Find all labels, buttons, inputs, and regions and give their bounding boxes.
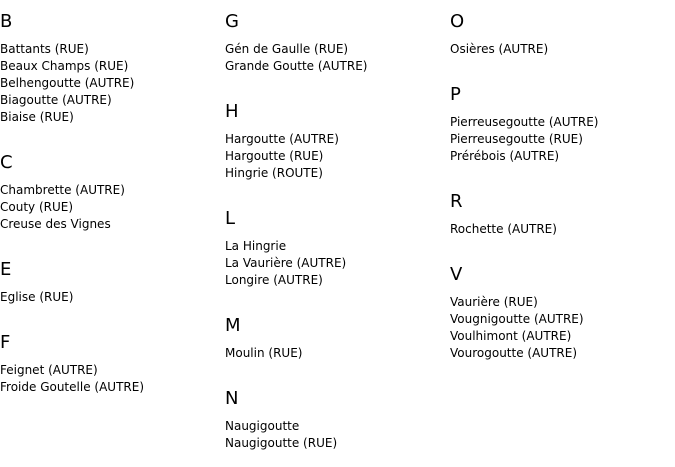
letter-group-m bbox=[225, 315, 450, 377]
street-link[interactable]: Biaise (RUE) bbox=[0, 110, 74, 124]
street-link[interactable]: Beaux Champs (RUE) bbox=[0, 59, 129, 73]
letter-heading: O bbox=[450, 11, 465, 32]
street-link[interactable]: Hargoutte (RUE) bbox=[225, 149, 324, 163]
letter-group-p bbox=[450, 84, 675, 180]
letter-heading: G bbox=[225, 11, 239, 32]
group-spacer bbox=[450, 58, 675, 73]
street-link[interactable]: Biagoutte (AUTRE) bbox=[0, 93, 112, 107]
group-spacer bbox=[0, 306, 225, 321]
street-link[interactable]: Pierreusegoutte (AUTRE) bbox=[450, 115, 599, 129]
street-link[interactable]: Hingrie (ROUTE) bbox=[225, 166, 323, 180]
group-spacer bbox=[225, 362, 450, 377]
street-link[interactable]: Longire (AUTRE) bbox=[225, 273, 323, 287]
letter-heading: H bbox=[225, 101, 239, 122]
street-list bbox=[0, 182, 225, 233]
letter-heading: L bbox=[225, 208, 236, 229]
street-link[interactable]: Feignet (AUTRE) bbox=[0, 363, 98, 377]
letter-group-f bbox=[0, 332, 225, 411]
group-spacer bbox=[0, 233, 225, 248]
group-spacer bbox=[225, 452, 450, 467]
street-link[interactable]: La Hingrie bbox=[225, 239, 287, 253]
street-link[interactable]: Prérébois (AUTRE) bbox=[450, 149, 560, 163]
street-link[interactable]: Belhengoutte (AUTRE) bbox=[0, 76, 135, 90]
street-link[interactable]: Moulin (RUE) bbox=[225, 346, 303, 360]
street-link[interactable]: La Vaurière (AUTRE) bbox=[225, 256, 347, 270]
letter-heading: R bbox=[450, 191, 463, 212]
street-link[interactable]: Vourogoutte (AUTRE) bbox=[450, 346, 578, 360]
street-link[interactable]: Vaurière (RUE) bbox=[450, 295, 538, 309]
street-list bbox=[0, 41, 225, 126]
street-link[interactable]: Naugigoutte (RUE) bbox=[225, 436, 338, 450]
letter-heading: V bbox=[450, 264, 463, 285]
street-link[interactable]: Voulhimont (AUTRE) bbox=[450, 329, 572, 343]
letter-heading: F bbox=[0, 332, 11, 353]
street-list bbox=[0, 289, 225, 306]
street-list bbox=[225, 131, 450, 182]
street-list bbox=[450, 41, 675, 58]
street-list bbox=[225, 345, 450, 362]
index-column-3 bbox=[450, 0, 675, 377]
street-link[interactable]: Vougnigoutte (AUTRE) bbox=[450, 312, 584, 326]
street-link[interactable]: Naugigoutte bbox=[225, 419, 300, 433]
letter-group-e bbox=[0, 259, 225, 321]
street-list bbox=[225, 238, 450, 289]
letter-heading: E bbox=[0, 259, 12, 280]
letter-group-c bbox=[0, 152, 225, 248]
letter-heading: M bbox=[225, 315, 241, 336]
street-link[interactable]: Chambrette (AUTRE) bbox=[0, 183, 125, 197]
street-list bbox=[450, 114, 675, 165]
letter-group-h bbox=[225, 101, 450, 197]
group-spacer bbox=[0, 396, 225, 411]
street-link[interactable]: Osières (AUTRE) bbox=[450, 42, 549, 56]
street-link[interactable]: Gén de Gaulle (RUE) bbox=[225, 42, 349, 56]
street-list bbox=[225, 41, 450, 75]
letter-group-b bbox=[0, 11, 225, 141]
index-column-1 bbox=[0, 0, 225, 411]
group-spacer bbox=[450, 165, 675, 180]
street-link[interactable]: Grande Goutte (AUTRE) bbox=[225, 59, 368, 73]
street-link[interactable]: Eglise (RUE) bbox=[0, 290, 74, 304]
letter-group-g bbox=[225, 11, 450, 90]
street-list bbox=[225, 418, 450, 452]
group-spacer bbox=[450, 362, 675, 377]
street-link[interactable]: Battants (RUE) bbox=[0, 42, 89, 56]
letter-group-o bbox=[450, 11, 675, 73]
street-link[interactable]: Rochette (AUTRE) bbox=[450, 222, 557, 236]
group-spacer bbox=[225, 182, 450, 197]
letter-group-v bbox=[450, 264, 675, 377]
letter-group-l bbox=[225, 208, 450, 304]
group-spacer bbox=[225, 75, 450, 90]
index-column-2 bbox=[225, 0, 450, 467]
letter-heading: P bbox=[450, 84, 461, 105]
group-spacer bbox=[225, 289, 450, 304]
letter-group-n bbox=[225, 388, 450, 467]
street-link[interactable]: Hargoutte (AUTRE) bbox=[225, 132, 339, 146]
street-list bbox=[450, 221, 675, 238]
group-spacer bbox=[0, 126, 225, 141]
group-spacer bbox=[450, 238, 675, 253]
letter-group-r bbox=[450, 191, 675, 253]
street-link[interactable]: Froide Goutelle (AUTRE) bbox=[0, 380, 144, 394]
street-list bbox=[450, 294, 675, 362]
street-link[interactable]: Pierreusegoutte (RUE) bbox=[450, 132, 583, 146]
street-link[interactable]: Creuse des Vignes bbox=[0, 217, 111, 231]
letter-heading: C bbox=[0, 152, 13, 173]
letter-heading: B bbox=[0, 11, 13, 32]
street-link[interactable]: Couty (RUE) bbox=[0, 200, 74, 214]
letter-heading: N bbox=[225, 388, 239, 409]
street-list bbox=[0, 362, 225, 396]
